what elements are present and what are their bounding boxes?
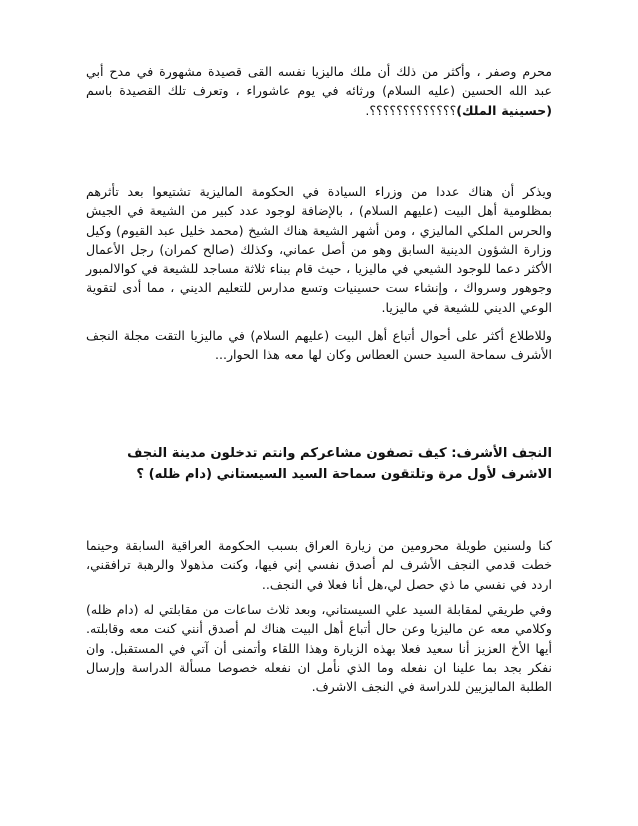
interview-question-heading: النجف الأشرف: كيف تصفون مشاعركم وانتم تدخلون مدينة النجف الاشرف لأول مرة وتلتقون سماحة السيد السيستاني (دام ظله) ؟ (127, 446, 552, 482)
poem-title: (حسينية الملك) (456, 102, 552, 118)
paragraph-answer-najaf-visit: كنا ولسنين طويلة محرومين من زيارة العراق بسبب الحكومة العراقية السابقة وحينما خطت قدمي النجف الأشرف لم أصدق نفسي إني فيها، وكنت مذهولا والرهبة ترافقني، اردد في نفسي ما ذي حصل لي،هل أنا فعلا في النجف.. (86, 538, 552, 592)
paragraph-answer-sistani-meeting: وفي طريقي لمقابلة السيد علي السيستاني، وبعد ثلاث ساعات من مقابلتي له (دام ظله) وكلامي معه عن ماليزيا وعن حال أتباع أهل البيت هناك لم أصدق أنني كنت معه وقابلته. أيها الأخ العزيز أنا سعيد فعلا بهذه الزيارة وهذا اللقاء وأتمنى أن آتي في المستقبل. وان نفكر بجد بما علينا ان نفعله وما الذي نأمل ان نفعله خصوصا مسألة الدراسة وإرسال الطلبة الماليزيين للدراسة في النجف الاشرف. (86, 602, 552, 695)
paragraph-malaysia-king-poem (86, 62, 552, 120)
question-marks: ؟؟؟؟؟؟؟؟؟؟؟؟؟. (365, 102, 457, 118)
paragraph-shia-ministers: ويذكر أن هناك عددا من وزراء السيادة في الحكومة الماليزية تشتيعوا بعد تأثرهم بمظلومية أهل البيت (عليهم السلام) ، بالإضافة لوجود عدد كبير من الشيعة في الجيش والحرس الملكي الماليزي ، ومن أشهر الشيعة هناك الشيخ (محمد خليل عبد القيوم) وكيل وزارة الشؤون الدينية السابق وهو من أصل عماني، وكذلك (صالح كمران) رجل الأعمال الأكثر دعما للوجود الشيعي في ماليزيا ، حيث قام ببناء ثلاثة مساجد للشيعة في كوالالمبور وجوهور وسرواك ، وإنشاء ست حسينيات وتسع مدارس للتعليم الديني ، مما أدى لتقوية الوعي الديني للشيعة في ماليزيا. (86, 184, 552, 315)
paragraph-text: محرم وصفر ، وأكثر من ذلك أن ملك ماليزيا نفسه القى قصيدة مشهورة في مدح أبي عبد الله الحسين (عليه السلام) ورثائه في يوم عاشوراء ، وتعرف تلك القصيدة باسم (86, 64, 552, 99)
paragraph-interview-intro: وللاطلاع أكثر على أحوال أتباع أهل البيت (عليهم السلام) في ماليزيا التقت مجلة النجف الأشرف سماحة السيد حسن العطاس وكان لها معه هذا الحوار... (86, 328, 552, 363)
